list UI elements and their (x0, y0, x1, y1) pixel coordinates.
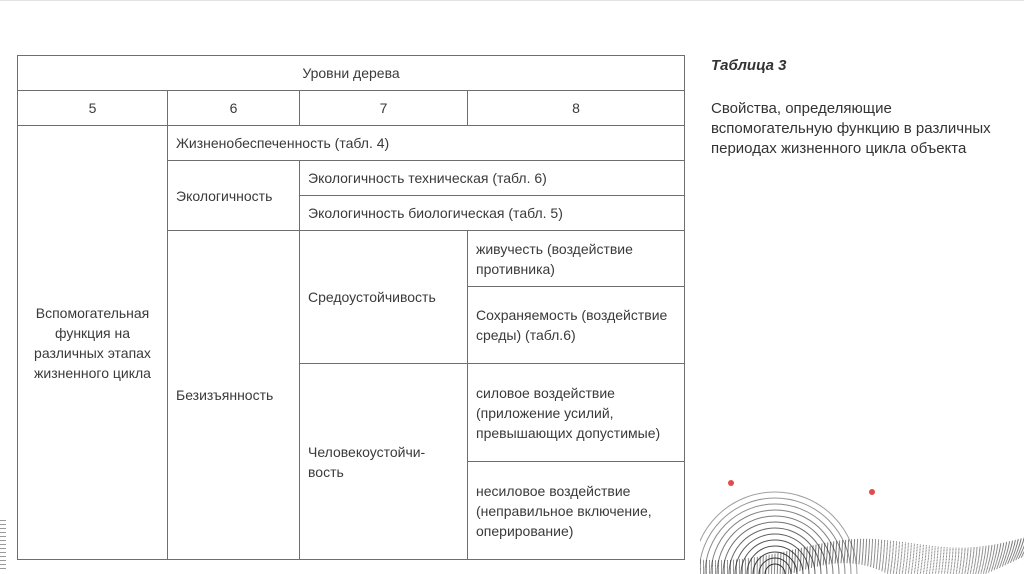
table-caption-title: Таблица 3 (711, 57, 787, 74)
table-row (18, 126, 685, 161)
sidebar-caption (711, 56, 991, 159)
eco-technical-cell: Экологичность техническая (табл. 6) (300, 161, 685, 196)
header-title-row (18, 56, 685, 91)
level-5-header: 5 (18, 91, 168, 126)
preservability-cell: Сохраняемость (воздействие среды) (табл.6) (468, 287, 685, 364)
edge-marker (0, 520, 6, 570)
accent-dot-left (728, 480, 734, 486)
level-6-header: 6 (168, 91, 300, 126)
nonforce-impact-cell: несиловое воздействие (неправильное включение, оперирование) (468, 462, 685, 560)
top-divider (0, 0, 1024, 1)
flawlessness-cell: Безизъянность (168, 231, 300, 560)
eco-biological-cell: Экологичность биологическая (табл. 5) (300, 196, 685, 231)
decorative-wave-pattern (700, 460, 1024, 574)
env-resistance-cell: Средоустойчивость (300, 231, 468, 364)
concentric-arcs (700, 492, 857, 574)
level-8-header: 8 (468, 91, 685, 126)
level-numbers-row (18, 91, 685, 126)
arc-line (700, 498, 851, 574)
accent-dot-right (869, 489, 875, 495)
table-header-title: Уровни дерева (18, 56, 685, 91)
level-7-header: 7 (300, 91, 468, 126)
aux-function-cell: Вспомогательная функция на различных этапах жизненного цикла (18, 126, 168, 560)
table-caption-description: Свойства, определяющие вспомогательную функцию в различных периодах жизненного цикла объекта (711, 100, 991, 157)
survivability-cell: живучесть (воздействие противника) (468, 231, 685, 287)
life-support-cell: Жизненобеспеченность (табл. 4) (168, 126, 685, 161)
force-impact-cell: силовое воздействие (приложение усилий, превышающих допустимые) (468, 364, 685, 462)
human-resistance-cell: Человекоустойчи-вость (300, 364, 468, 560)
ecology-cell: Экологичность (168, 161, 300, 231)
tree-levels-table (17, 55, 685, 560)
